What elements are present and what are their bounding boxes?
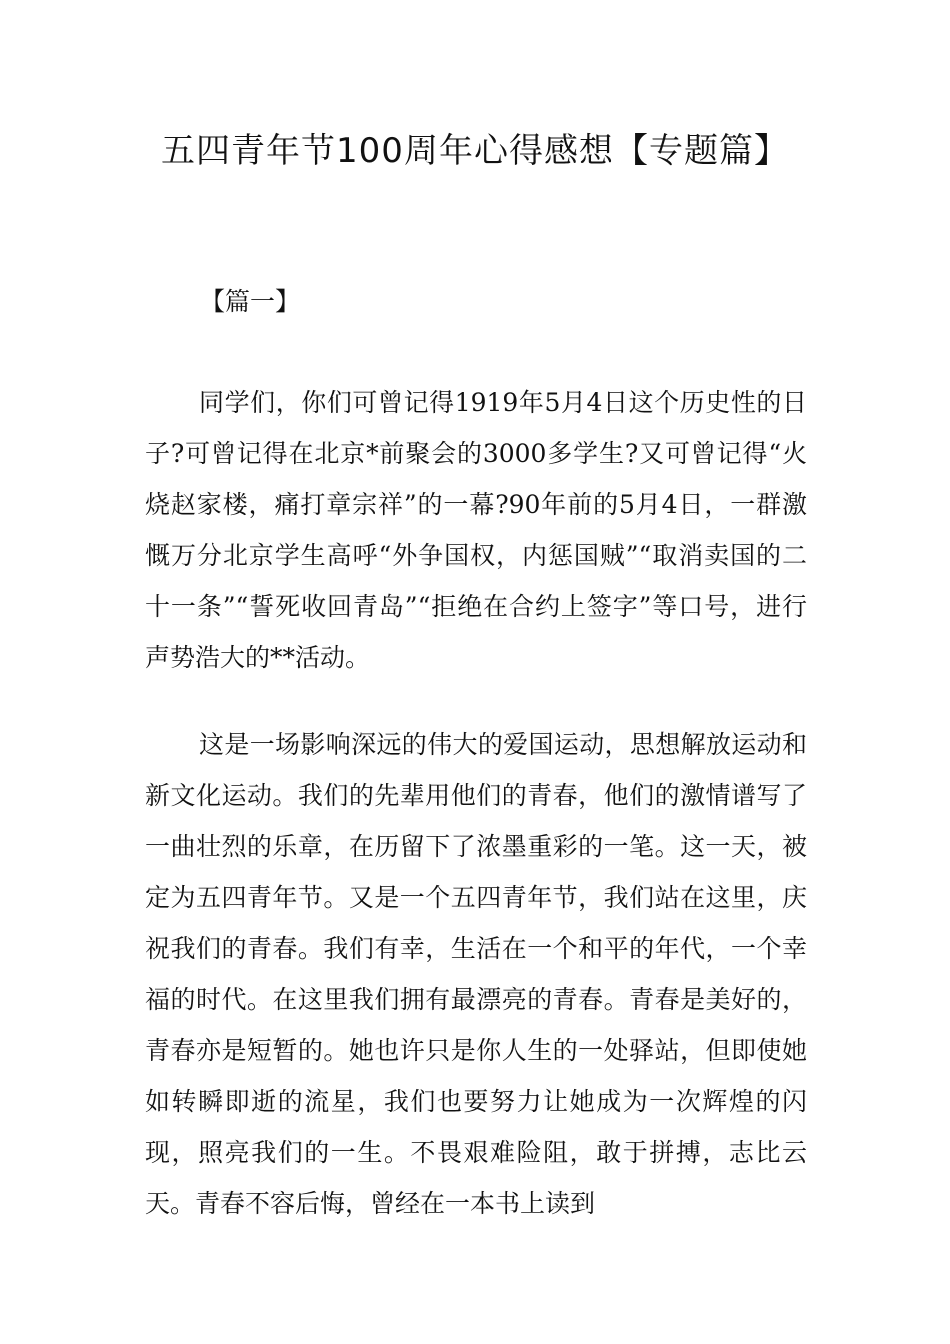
document-title: 五四青年节100周年心得感想【专题篇】: [161, 131, 789, 171]
section-label: 【篇一】: [200, 287, 301, 316]
paragraph-1: 同学们，你们可曾记得1919年5月4日这个历史性的日子?可曾记得在北京*前聚会的3000多学生?又可曾记得“火烧赵家楼，痛打章宗祥”的一幕?90年前的5月4日，一群激慨万分北京学生高呼“外争国权，内惩国贼”“取消卖国的二十一条”“誓死收回青岛”“拒绝在合约上签字”等口号，进行声势浩大的**活动。: [145, 388, 807, 672]
paragraph-2: 这是一场影响深远的伟大的爱国运动，思想解放运动和新文化运动。我们的先辈用他们的青春，他们的激情谱写了一曲壮烈的乐章，在历留下了浓墨重彩的一笔。这一天，被定为五四青年节。又是一个五四青年节，我们站在这里，庆祝我们的青春。我们有幸，生活在一个和平的年代，一个幸福的时代。在这里我们拥有最漂亮的青春。青春是美好的，青春亦是短暂的。她也许只是你人生的一处驿站，但即使她如转瞬即逝的流星，我们也要努力让她成为一次辉煌的闪现，照亮我们的一生。不畏艰难险阻，敢于拼搏，志比云天。青春不容后悔，曾经在一本书上读到: [145, 730, 807, 1218]
